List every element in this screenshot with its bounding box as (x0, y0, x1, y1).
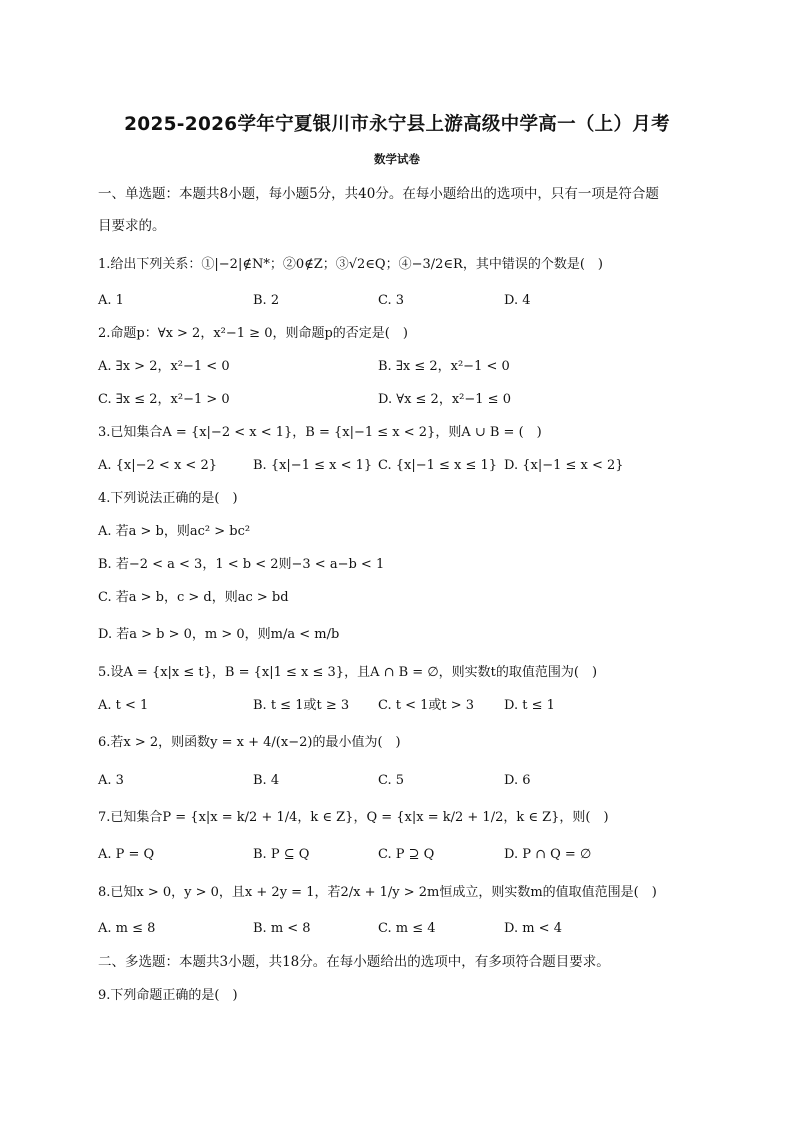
q9-stem: 9.下列命题正确的是( ) (98, 988, 238, 1003)
q1-option-b: B. 2 (253, 293, 280, 308)
q4-option-b: B. 若−2 < a < 3，1 < b < 2则−3 < a−b < 1 (98, 557, 385, 572)
q5-option-b: B. t ≤ 1或t ≥ 3 (253, 698, 350, 713)
q6-option-a: A. 3 (98, 773, 124, 788)
q8-option-d: D. m < 4 (504, 921, 562, 936)
q3-stem: 3.已知集合A = {x|−2 < x < 1}，B = {x|−1 ≤ x < 2}，则A ∪ B = ( ) (98, 425, 542, 440)
q2-option-a: A. ∃x > 2，x²−1 < 0 (98, 359, 230, 374)
section2-heading: 二、多选题：本题共3小题，共18分。在每小题给出的选项中，有多项符合题目要求。 (98, 954, 610, 970)
q5-option-c: C. t < 1或t > 3 (378, 698, 475, 713)
q2-option-c: C. ∃x ≤ 2，x²−1 > 0 (98, 392, 230, 407)
q6-option-d: D. 6 (504, 773, 531, 788)
q7-option-d: D. P ∩ Q = ∅ (504, 847, 592, 862)
q4-option-c: C. 若a > b，c > d，则ac > bd (98, 590, 289, 605)
q7-option-b: B. P ⊆ Q (253, 847, 310, 862)
q8-stem: 8.已知x > 0，y > 0，且x + 2y = 1，若2/x + 1/y > 2m恒成立，则实数m的值取值范围是( ) (98, 885, 657, 900)
q7-option-c: C. P ⊇ Q (378, 847, 435, 862)
q3-option-b: B. {x|−1 ≤ x < 1} (253, 458, 373, 473)
section1-heading-line1: 一、单选题：本题共8小题，每小题5分，共40分。在每小题给出的选项中，只有一项是符合题 (98, 186, 659, 202)
q8-option-b: B. m < 8 (253, 921, 311, 936)
q8-option-c: C. m ≤ 4 (378, 921, 436, 936)
q7-option-a: A. P = Q (98, 847, 155, 862)
exam-subtitle: 数学试卷 (374, 152, 420, 166)
q3-option-d: D. {x|−1 ≤ x < 2} (504, 458, 624, 473)
q2-option-d: D. ∀x ≤ 2，x²−1 ≤ 0 (378, 392, 511, 407)
q1-option-c: C. 3 (378, 293, 405, 308)
q1-stem: 1.给出下列关系：①|−2|∉N*；②0∉Z；③√2∈Q；④−3/2∈R，其中错误的个数是( ) (98, 257, 603, 272)
q1-option-a: A. 1 (98, 293, 124, 308)
q5-stem: 5.设A = {x|x ≤ t}，B = {x|1 ≤ x ≤ 3}，且A ∩ B = ∅，则实数t的取值范围为( ) (98, 665, 598, 680)
q1-option-d: D. 4 (504, 293, 531, 308)
q2-stem: 2.命题p：∀x > 2，x²−1 ≥ 0，则命题p的否定是( ) (98, 326, 408, 341)
q5-option-d: D. t ≤ 1 (504, 698, 555, 713)
section1-heading-line2: 目要求的。 (98, 218, 166, 234)
q4-option-a: A. 若a > b，则ac² > bc² (98, 524, 251, 539)
q7-stem: 7.已知集合P = {x|x = k/2 + 1/4，k ∈ Z}，Q = {x|x = k/2 + 1/2，k ∈ Z}，则( ) (98, 810, 609, 825)
q6-option-b: B. 4 (253, 773, 280, 788)
q3-option-a: A. {x|−2 < x < 2} (98, 458, 217, 473)
q5-option-a: A. t < 1 (98, 698, 149, 713)
q4-stem: 4.下列说法正确的是( ) (98, 491, 238, 506)
q4-option-d: D. 若a > b > 0，m > 0，则m/a < m/b (98, 627, 340, 642)
q8-option-a: A. m ≤ 8 (98, 921, 156, 936)
q6-option-c: C. 5 (378, 773, 405, 788)
q2-option-b: B. ∃x ≤ 2，x²−1 < 0 (378, 359, 510, 374)
q6-stem: 6.若x > 2，则函数y = x + 4/(x−2)的最小值为( ) (98, 735, 401, 750)
q3-option-c: C. {x|−1 ≤ x ≤ 1} (378, 458, 498, 473)
exam-title: 2025-2026学年宁夏银川市永宁县上游高级中学高一（上）月考 (124, 114, 670, 135)
